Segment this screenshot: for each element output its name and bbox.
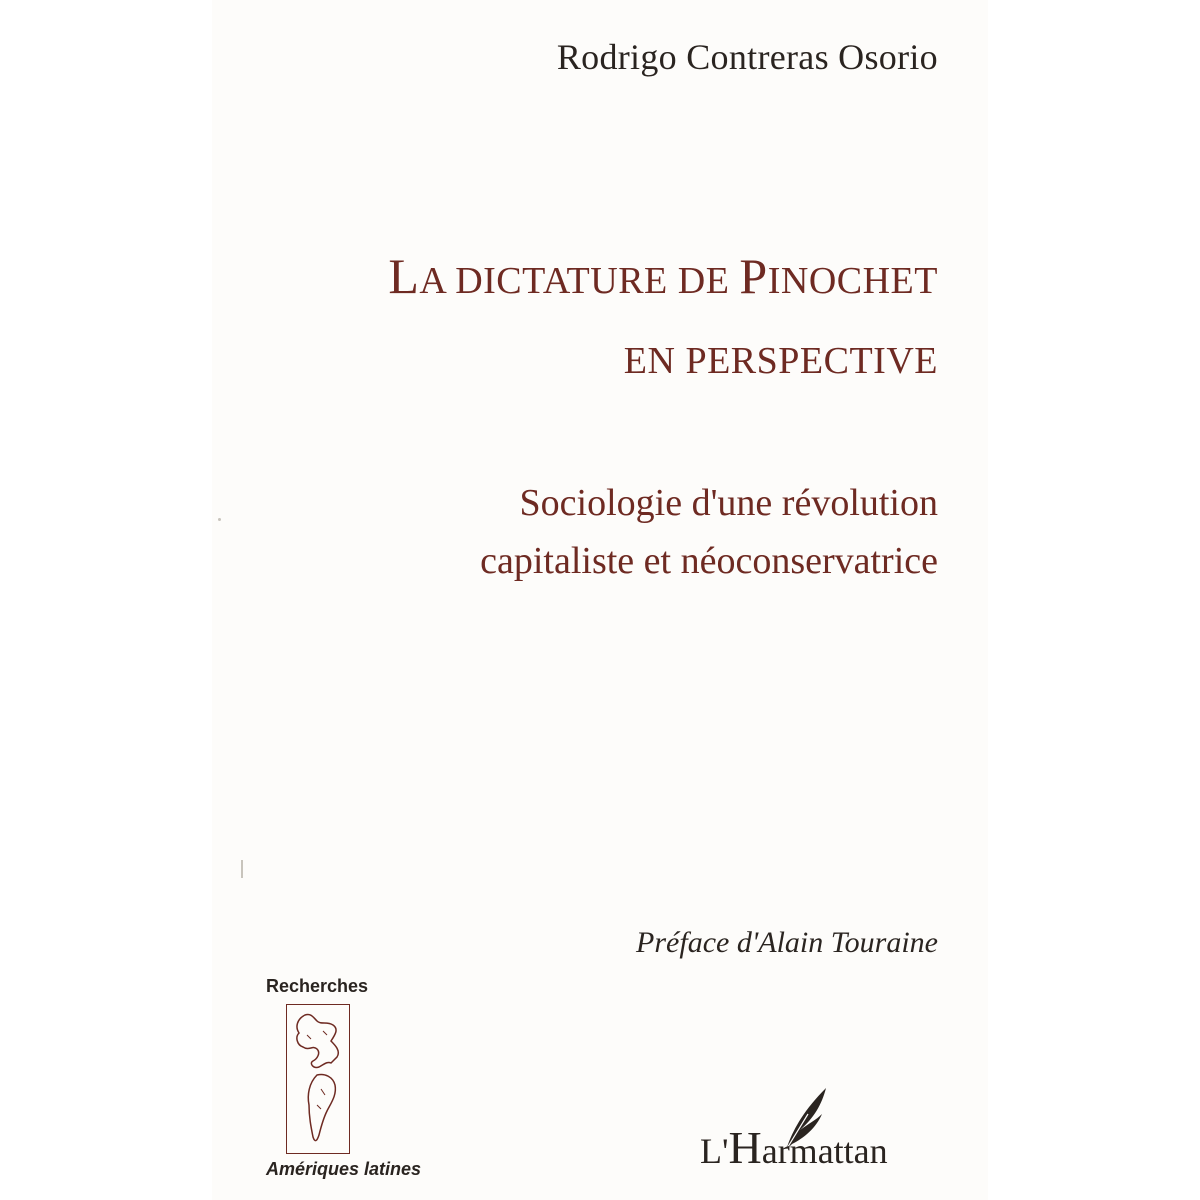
subtitle-line-1: Sociologie d'une révolution (519, 482, 938, 524)
publisher-logo (700, 1114, 940, 1174)
book-subtitle (360, 474, 938, 590)
cover-speck (241, 860, 243, 878)
title-part-1: A DICTATURE DE (419, 260, 740, 302)
title-cap-l: L (388, 248, 420, 304)
publisher-cap: H (728, 1122, 762, 1173)
preface-credit: Préface d'Alain Touraine (636, 926, 938, 959)
author-name: Rodrigo Contreras Osorio (556, 37, 938, 77)
publisher-rest: armattan (761, 1131, 888, 1171)
subtitle-line-2: capitaliste et néoconservatrice (480, 540, 938, 582)
title-part-2: INOCHET (767, 260, 938, 302)
book-title (300, 236, 938, 401)
series-subtitle: Amériques latines (266, 1159, 422, 1179)
series-name: Recherches (266, 976, 369, 996)
americas-map-logo (286, 1004, 350, 1154)
title-cap-p: P (739, 248, 768, 304)
title-line-2: EN PERSPECTIVE (623, 340, 938, 382)
publisher-name (700, 1121, 888, 1174)
cover-speck (218, 518, 221, 521)
title-line-1 (300, 236, 938, 321)
americas-map-icon (287, 1005, 349, 1153)
publisher-prefix: L' (700, 1131, 729, 1171)
